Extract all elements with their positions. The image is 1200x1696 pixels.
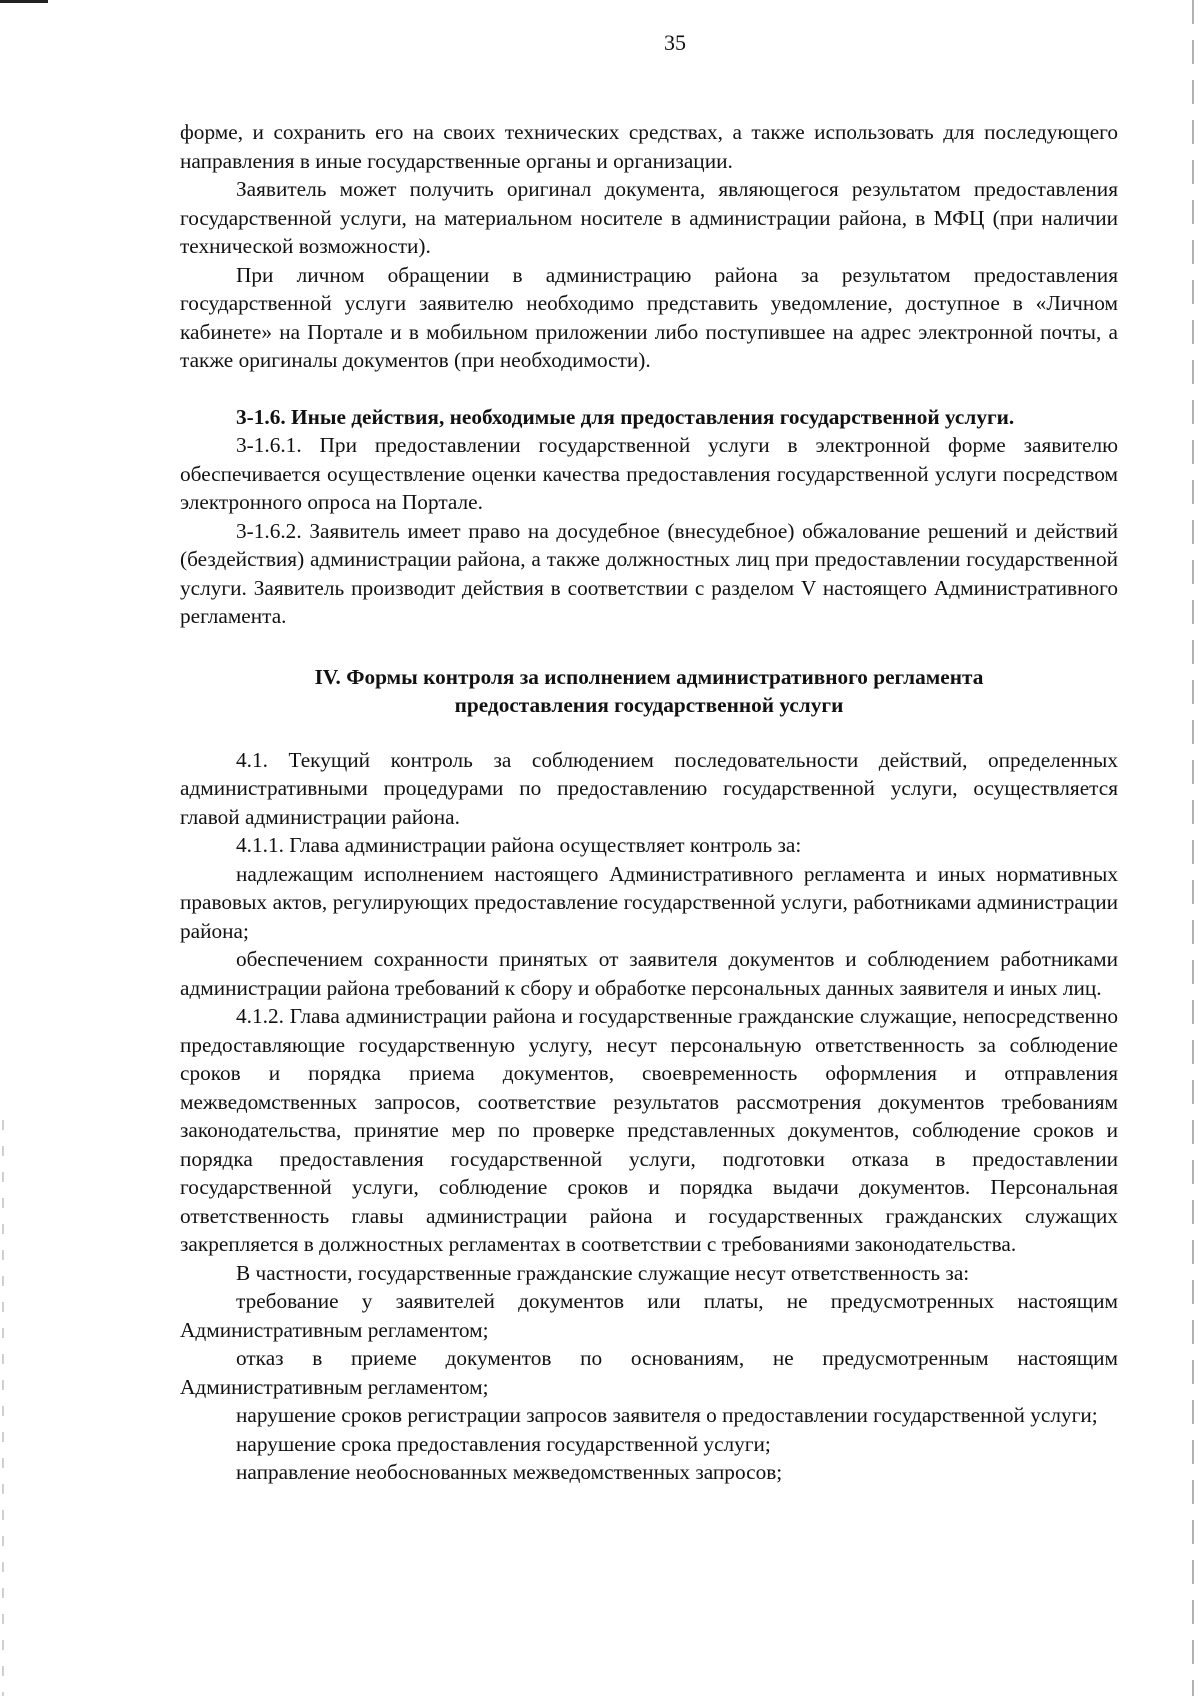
subsection-heading-3-1-6: 3-1.6. Иные действия, необходимые для предоставления государственной услуги. [236, 404, 1015, 429]
paragraph-responsibility-item-3: нарушение сроков регистрации запросов заявителя о предоставлении государственной услуги; [236, 1403, 1098, 1427]
paragraph-original-document: Заявитель может получить оригинал документа, являющегося результатом предоставления государственной услуги, на материальном носителе в администрации района, в МФЦ (при наличии технической возможности). [180, 177, 1118, 258]
paragraph-3-1-6-1: 3-1.6.1. При предоставлении государственной услуги в электронной форме заявителю обеспечивается осуществление оценки качества предоставления государственной услуги посредством электронного опроса на Портале. [180, 433, 1118, 514]
scan-edge-right [1192, 0, 1194, 1696]
paragraph-responsibility-item-5: направление необоснованных межведомственных запросов; [236, 1460, 783, 1484]
paragraph-4-1-1: 4.1.1. Глава администрации района осуществляет контроль за: [236, 833, 802, 857]
paragraph-responsibility-item-4: нарушение срока предоставления государственной услуги; [236, 1431, 771, 1456]
paragraph-4-1: 4.1. Текущий контроль за соблюдением последовательности действий, определенных административными процедурами по предоставлению государственной услуги, осуществляется главой администрации района. [180, 747, 1118, 829]
paragraph-4-1-2: 4.1.2. Глава администрации района и государственные гражданские служащие, непосредственно предоставляющие государственную услугу, несут персональную ответственность за соблюдение сроков и порядка приема документов, своевременность оформления и отправления межведомственных запросов, соответствие результатов рассмотрения документов требованиям законодательства, принятие мер по проверке представленных документов, соблюдение сроков и порядка предоставления государственной услуги, подготовки отказа в предоставлении государственной услуги, соблюдение сроков и порядка выдачи документов. Персональная ответственность главы администрации района и государственных гражданских служащих закрепляется в должностных регламентах в соответствии с требованиями законодательства. [180, 1004, 1118, 1256]
scan-corner-mark [0, 0, 48, 3]
section-title-line-2: предоставления государственной услуги [454, 693, 844, 717]
paragraph-continuation: форме, и сохранить его на своих технических средствах, а также использовать для последующего направления в иные государственные органы и организации. [180, 120, 1118, 173]
section-title-line-1: IV. Формы контроля за исполнением административного регламента [314, 664, 984, 689]
paragraph-responsibility-item-1: требование у заявителей документов или платы, не предусмотренных настоящим Административным регламентом; [180, 1289, 1118, 1342]
paragraph-personal-visit: При личном обращении в администрацию района за результатом предоставления государственной услуги заявителю необходимо представить уведомление, доступное в «Личном кабинете» на Портале и в мобильном приложении либо поступившее на адрес электронной почты, а также оригиналы документов (при необходимости). [180, 262, 1118, 372]
document-body [180, 118, 1118, 1487]
scan-edge-left [2, 1120, 4, 1696]
paragraph-control-item-1: надлежащим исполнением настоящего Административного регламента и иных нормативных правовых актов, регулирующих предоставление государственной услуги, работниками администрации района; [180, 861, 1118, 943]
page-number: 35 [664, 30, 686, 55]
paragraph-responsibility-item-2: отказ в приеме документов по основаниям, не предусмотренным настоящим Административным регламентом; [180, 1346, 1118, 1399]
paragraph-control-item-2: обеспечением сохранности принятых от заявителя документов и соблюдением работниками администрации района требований к сбору и обработке персональных данных заявителя и иных лиц. [180, 947, 1118, 1000]
section-title-iv [180, 663, 1118, 720]
paragraph-in-particular: В частности, государственные гражданские служащие несут ответственность за: [236, 1260, 970, 1285]
paragraph-3-1-6-2: 3-1.6.2. Заявитель имеет право на досудебное (внесудебное) обжалование решений и действий (бездействия) администрации района, а также должностных лиц при предоставлении государственной услуги. Заявитель производит действия в соответствии с разделом V настоящего Административного регламента. [180, 518, 1118, 628]
